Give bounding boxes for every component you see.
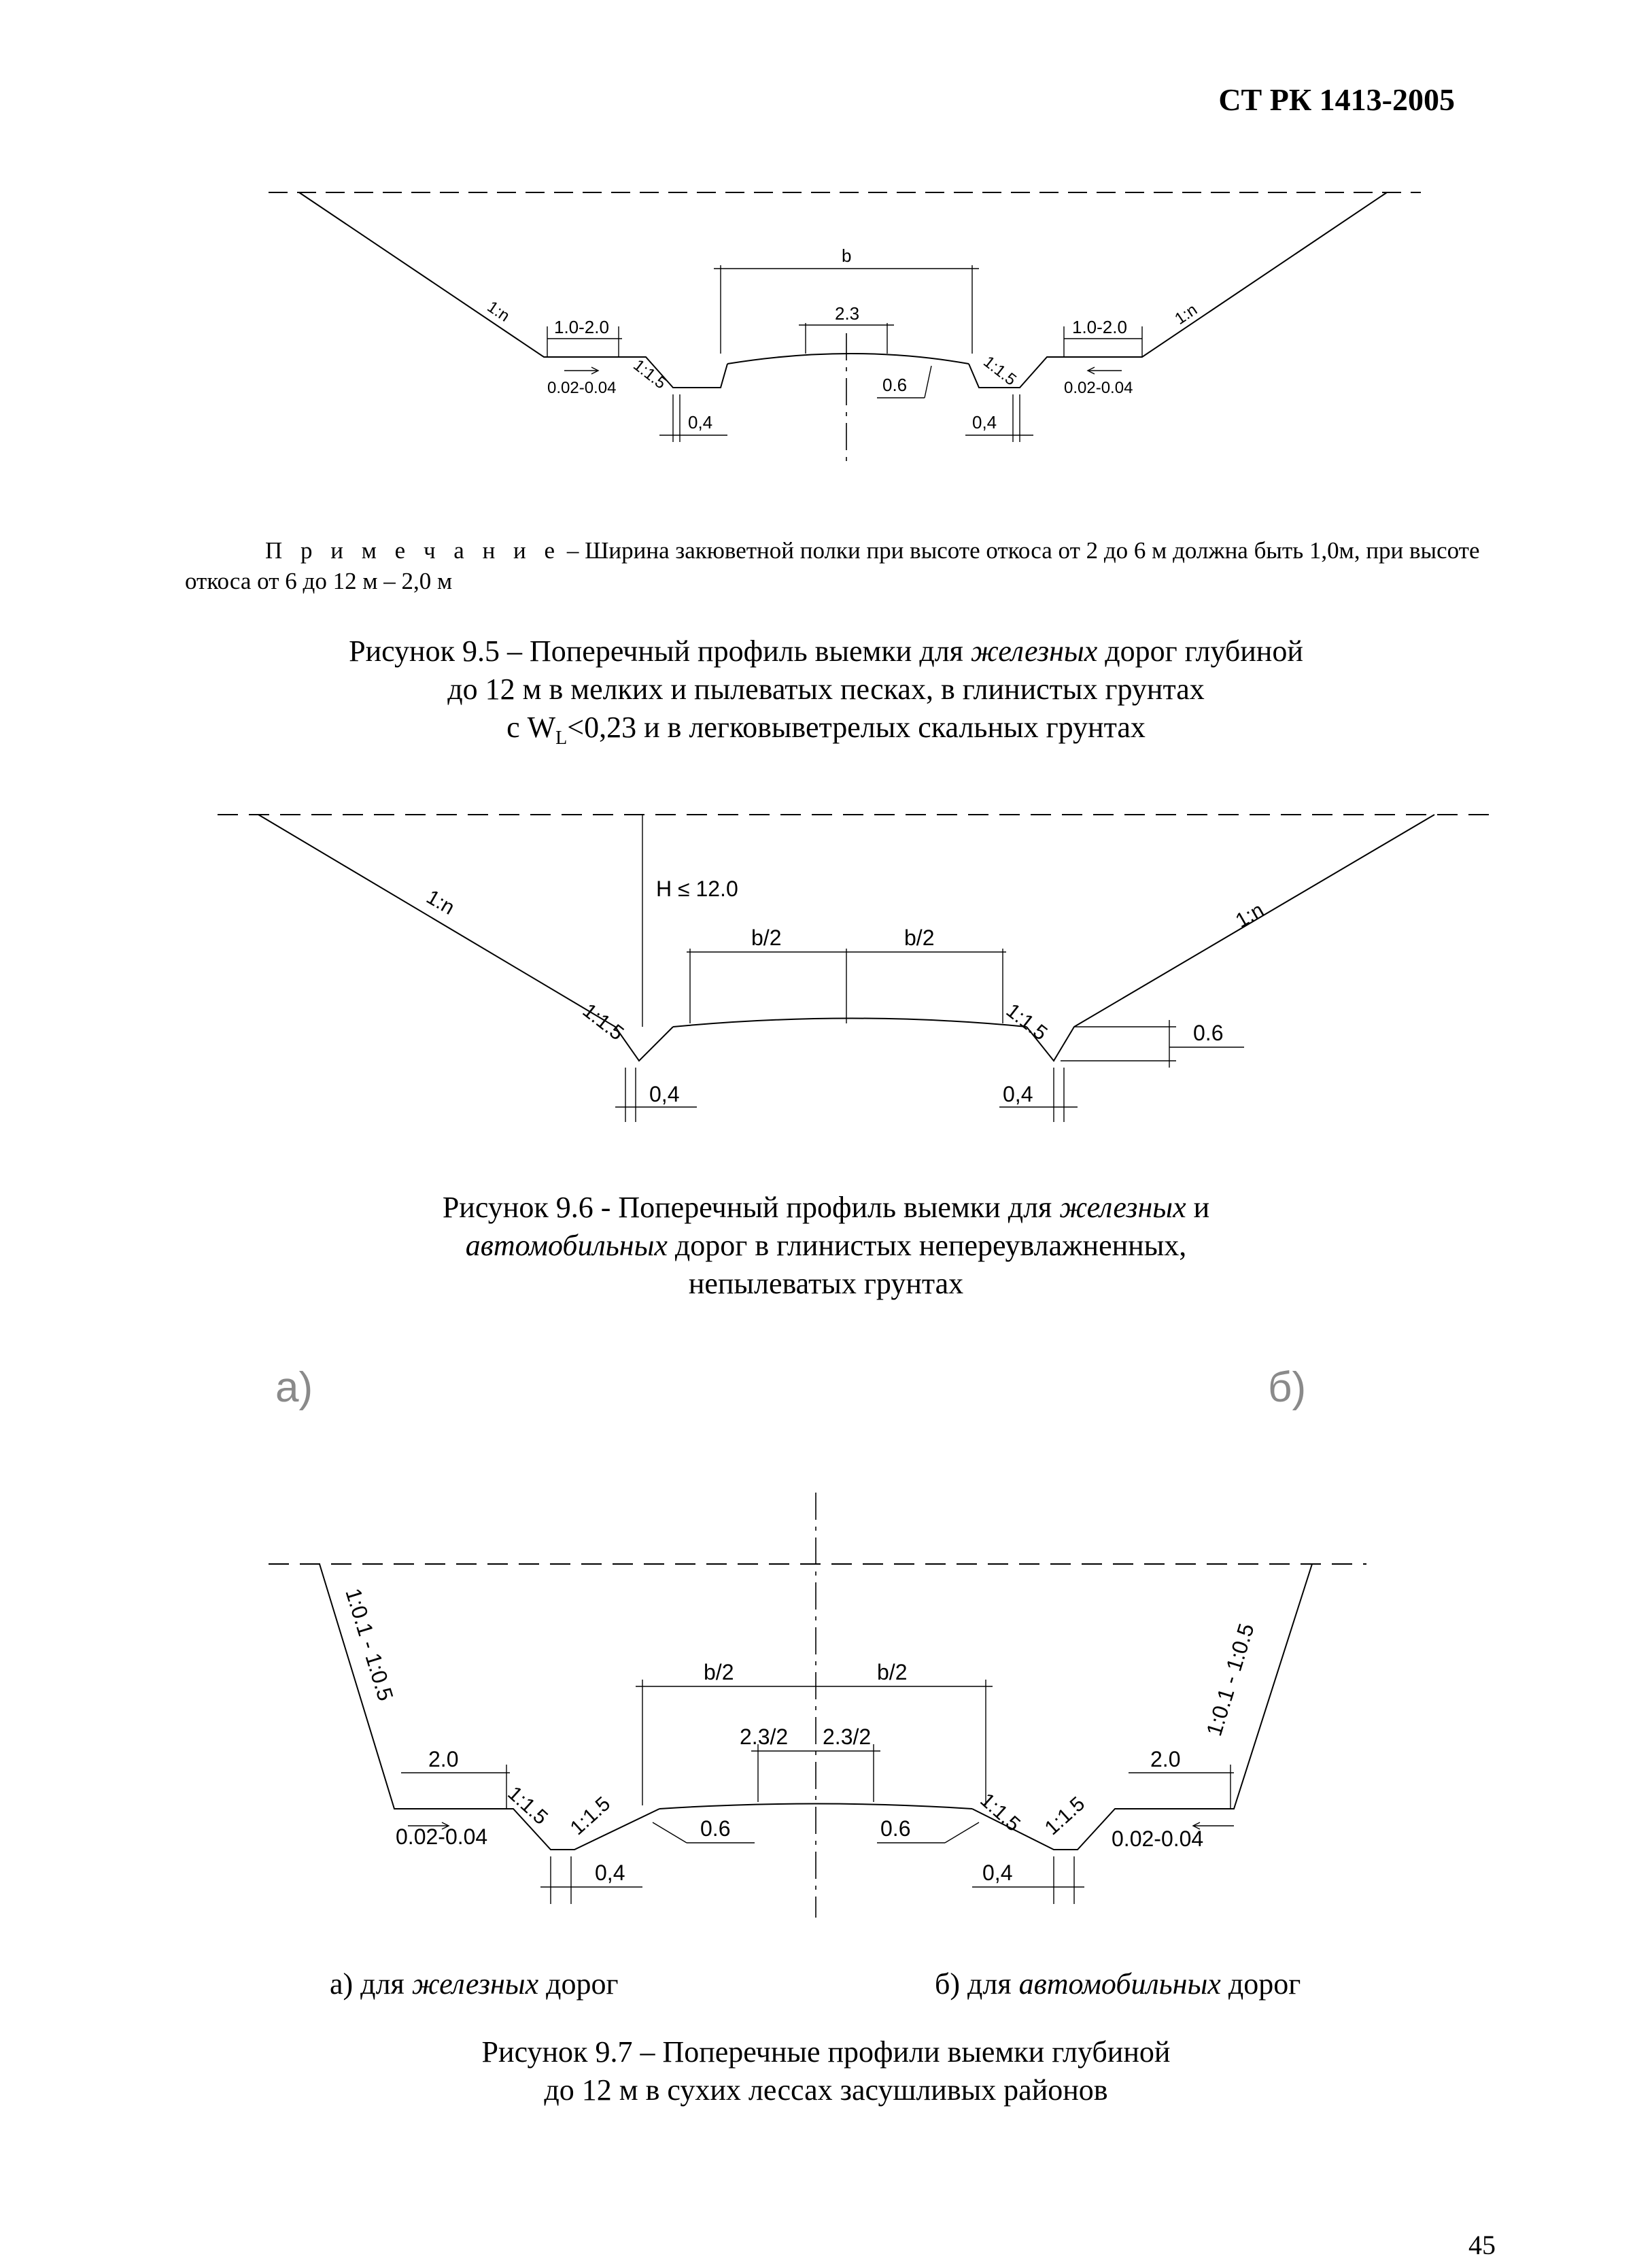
fig97-part-b-label: б) — [1268, 1364, 1307, 1411]
fig95-ditch-left: 0,4 — [688, 412, 713, 432]
fig97-bhalf-left: b/2 — [704, 1660, 734, 1684]
fig97-grade-right: 0.02-0.04 — [1112, 1826, 1204, 1851]
figure-9-6-diagram — [0, 789, 1652, 1129]
fig97-ditch-right: 0,4 — [982, 1860, 1013, 1885]
fig95-ditch-right: 0,4 — [972, 412, 997, 432]
fig95-slope15-right: 1:1.5 — [980, 352, 1020, 390]
fig97-bhalf-right: b/2 — [877, 1660, 908, 1684]
fig97-slope15-r1: 1:1.5 — [976, 1788, 1025, 1836]
fig96-bhalf-left: b/2 — [751, 925, 782, 950]
fig96-height: H ≤ 12.0 — [656, 877, 738, 901]
fig96-ditch-left: 0,4 — [649, 1082, 680, 1106]
fig95-grade-right: 0.02-0.04 — [1064, 379, 1133, 397]
fig95-note: П р и м е ч а н и е – Ширина закюветной полки при высоте откоса от 2 до 6 м должна быть 1,0м, при высоте откоса от 6 до 12 м – 2,0 м — [185, 537, 1480, 594]
fig96-slope15-left: 1:1.5 — [578, 999, 628, 1045]
fig96-slope-left: 1:n — [422, 885, 459, 919]
fig95-width-23: 2.3 — [835, 303, 860, 324]
fig97-grade-left: 0.02-0.04 — [396, 1824, 488, 1849]
fig97-caption: Рисунок 9.7 – Поперечные профили выемки глубиной до 12 м в сухих лессах засушливых районов — [481, 2035, 1171, 2107]
fig97-shelf-right: 2.0 — [1150, 1747, 1181, 1771]
document-code-header: СТ РК 1413-2005 — [1218, 82, 1455, 117]
fig97-steep-left: 1:0.1 - 1:0.5 — [341, 1585, 398, 1704]
fig96-slope-right: 1:n — [1232, 898, 1268, 933]
fig95-shelf-right: 1.0-2.0 — [1072, 317, 1127, 337]
fig97-half23-right: 2.3/2 — [823, 1724, 872, 1749]
fig95-slope-left: 1:n — [483, 297, 513, 326]
page-number: 45 — [1468, 2230, 1496, 2260]
fig96-bhalf-right: b/2 — [904, 925, 935, 950]
fig97-slope15-l2: 1:1.5 — [566, 1792, 615, 1840]
fig95-grade-left: 0.02-0.04 — [547, 379, 617, 397]
fig96-slope15-right: 1:1.5 — [1001, 999, 1052, 1045]
fig96-depth-06: 0.6 — [1193, 1021, 1224, 1045]
fig97-slope15-r2: 1:1.5 — [1040, 1792, 1090, 1840]
fig97-steep-right: 1:0.1 - 1:0.5 — [1201, 1620, 1259, 1739]
fig97-part-a-label: а) — [275, 1364, 313, 1411]
fig97-subcaption-b: б) для автомобильных дорог — [935, 1967, 1301, 2001]
fig95-depth-06: 0.6 — [882, 375, 908, 395]
fig97-slope15-l1: 1:1.5 — [503, 1782, 552, 1829]
figure-9-7-diagram — [0, 1482, 1652, 1931]
fig95-caption: Рисунок 9.5 – Поперечный профиль выемки для железных дорог глубиной до 12 м в мелких и пылеватых песках, в глинистых грунтах с $W_L<0,23$ и в легковыветрелых скальных грунтах — [349, 634, 1303, 749]
fig97-depth-left: 0.6 — [700, 1816, 731, 1841]
fig96-caption: Рисунок 9.6 - Поперечный профиль выемки для железных и автомобильных дорог в глинистых непереувлажненных, непылеватых грунтах — [442, 1191, 1210, 1300]
fig95-slope15-left: 1:1.5 — [630, 356, 670, 393]
fig97-ditch-left: 0,4 — [595, 1860, 625, 1885]
fig95-b-label: b — [842, 245, 852, 266]
fig97-half23-left: 2.3/2 — [740, 1724, 789, 1749]
fig96-ditch-right: 0,4 — [1003, 1082, 1033, 1106]
fig95-slope-right: 1:n — [1171, 300, 1201, 328]
fig97-shelf-left: 2.0 — [428, 1747, 459, 1771]
fig95-shelf-left: 1.0-2.0 — [554, 317, 609, 337]
fig97-depth-right: 0.6 — [880, 1816, 911, 1841]
fig97-subcaption-a: а) для железных дорог — [330, 1967, 619, 2001]
